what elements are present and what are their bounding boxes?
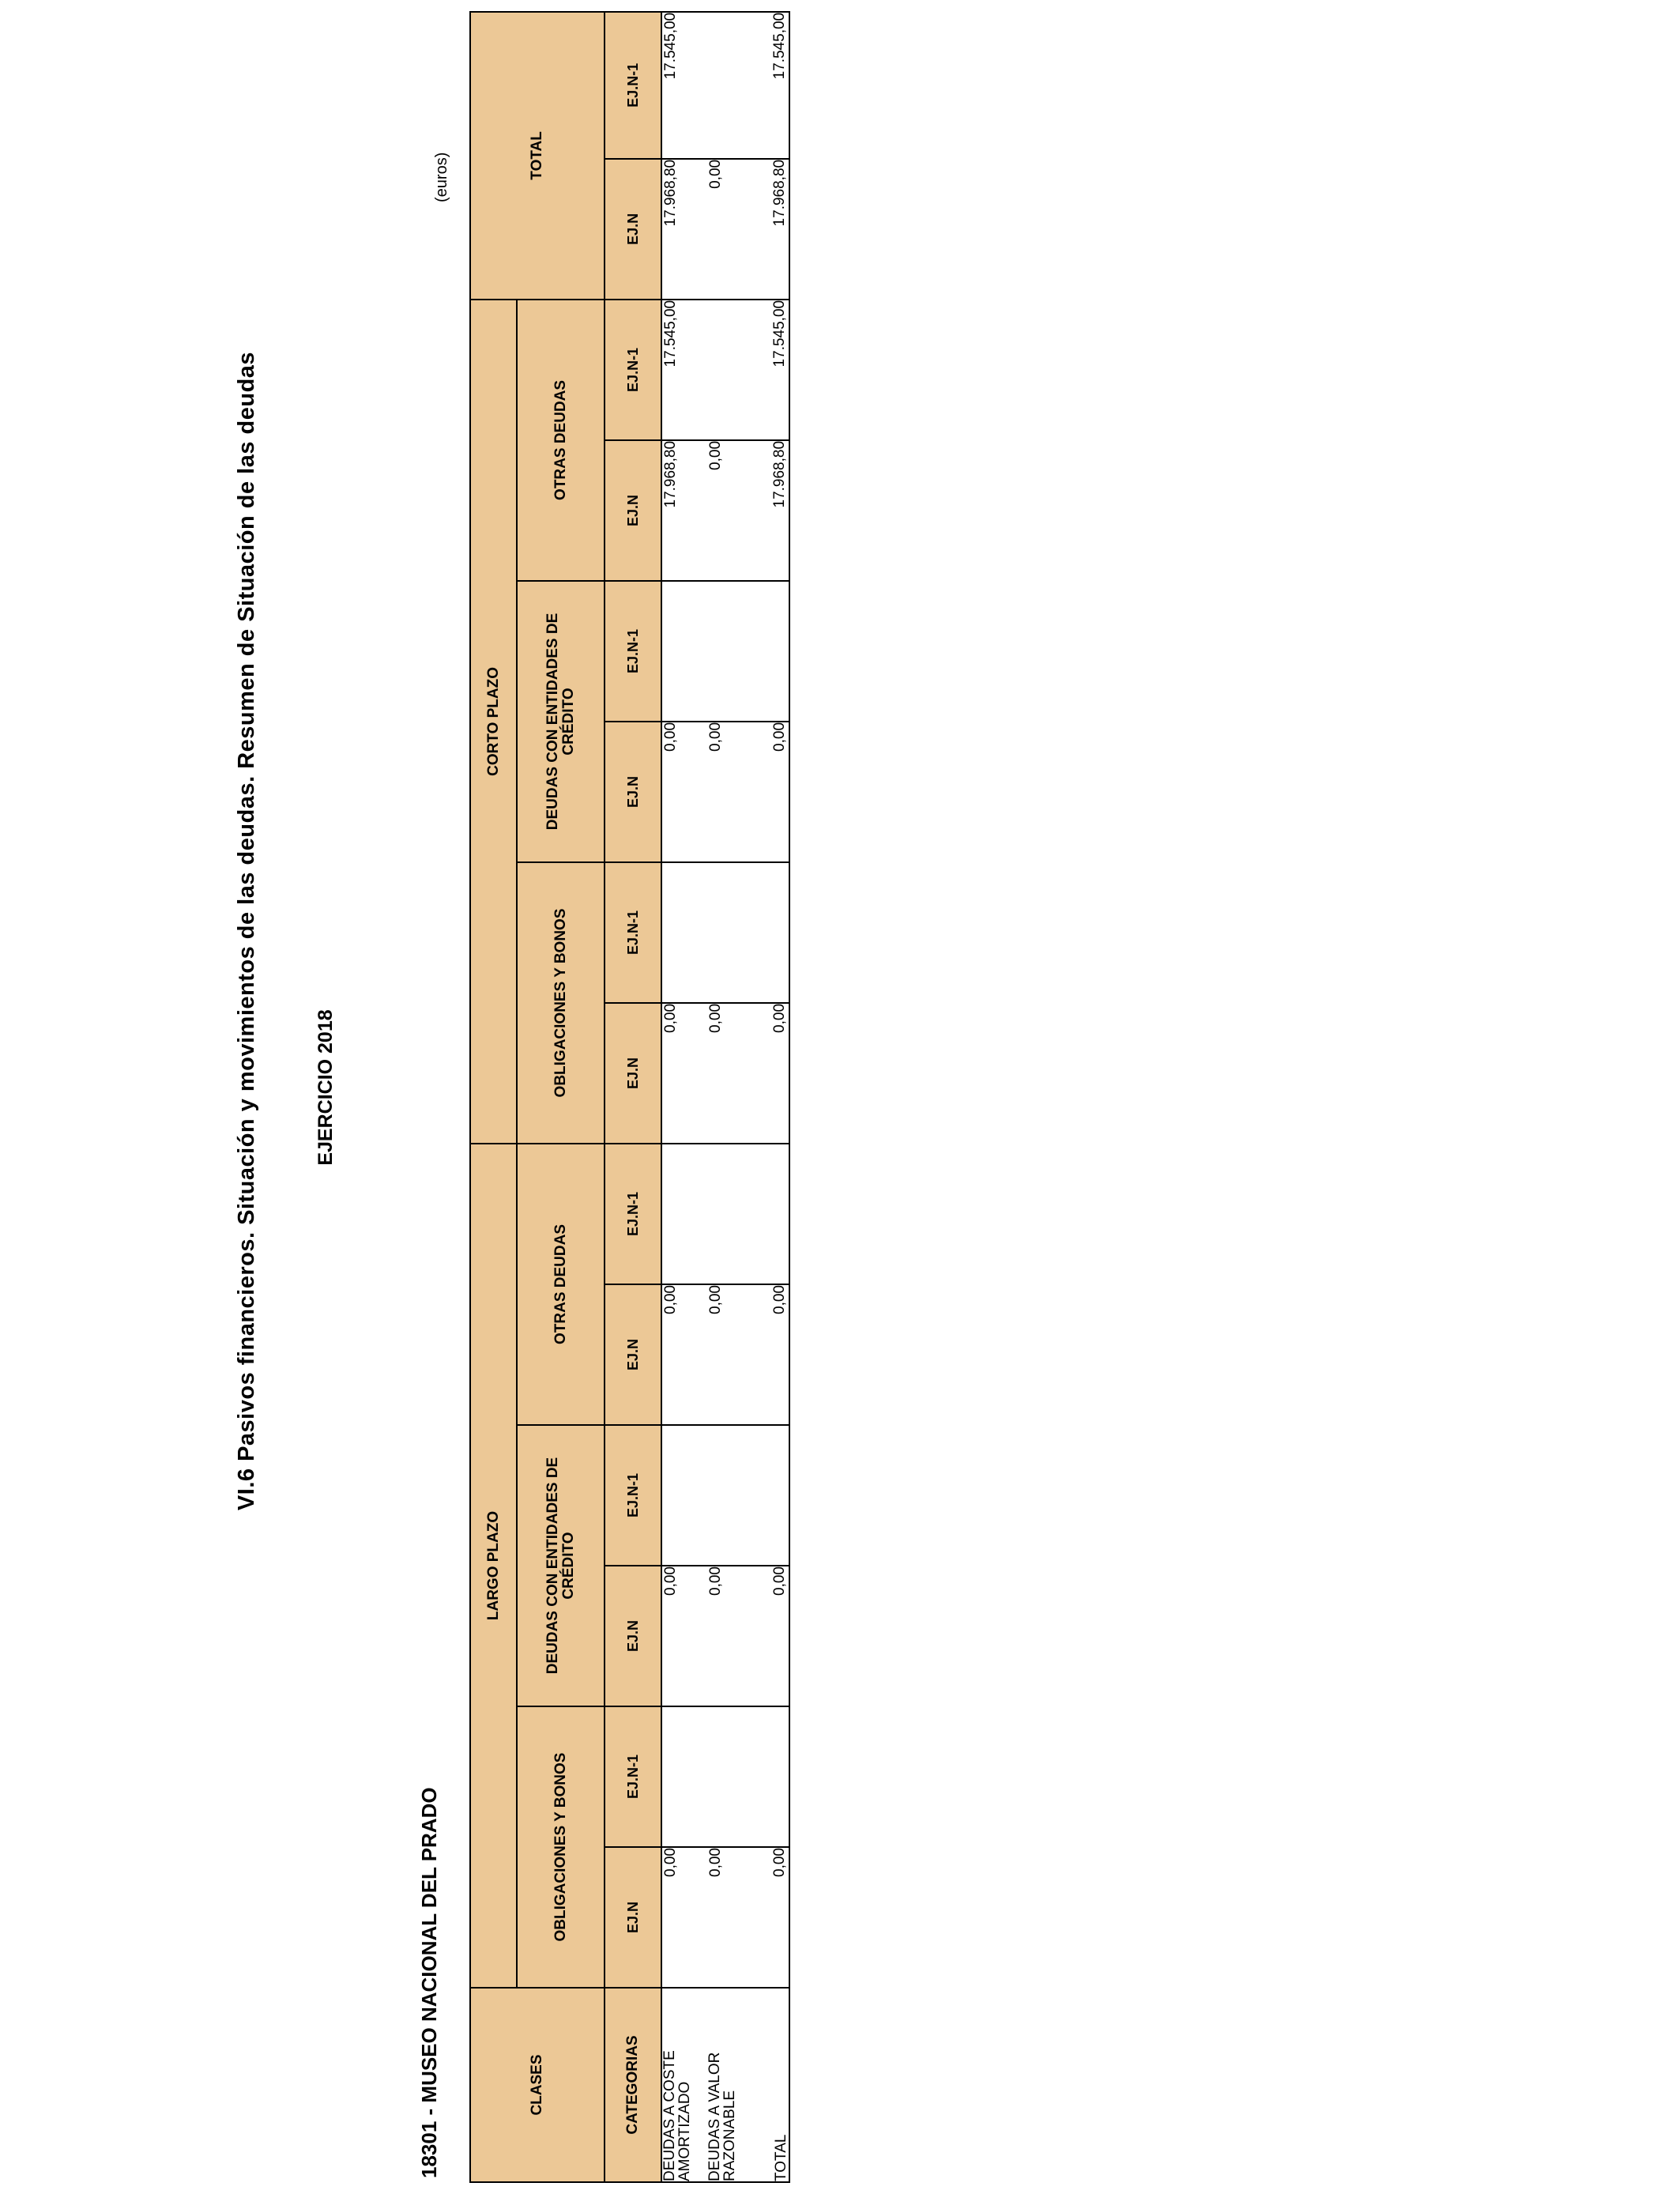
value-cell — [661, 1706, 707, 1847]
value-cell: 0,00 — [661, 1284, 707, 1425]
ej-header: EJ.N-1 — [605, 862, 661, 1003]
value-cell — [661, 862, 707, 1003]
ej-header: EJ.N-1 — [605, 1706, 661, 1847]
value-cell — [707, 300, 753, 440]
corto-obligaciones-header: OBLIGACIONES Y BONOS — [517, 862, 605, 1144]
table-row — [661, 12, 707, 2182]
value-cell — [661, 581, 707, 722]
category-cell: TOTAL — [753, 1988, 789, 2182]
ej-header: EJ.N — [605, 1566, 661, 1706]
currency-unit: (euros) — [433, 152, 450, 202]
ej-header: EJ.N-1 — [605, 1425, 661, 1566]
categorias-header: CATEGORIAS — [605, 1988, 661, 2182]
ej-header: EJ.N — [605, 1284, 661, 1425]
value-cell: 17.545,00 — [753, 300, 789, 440]
value-cell: 0,00 — [707, 440, 753, 581]
value-cell — [753, 581, 789, 722]
table-row-total — [753, 12, 789, 2182]
value-cell: 0,00 — [661, 1566, 707, 1706]
value-cell — [753, 1706, 789, 1847]
value-cell: 17.968,80 — [753, 159, 789, 300]
entity-name: 18301 - MUSEO NACIONAL DEL PRADO — [417, 1787, 441, 2178]
ej-header: EJ.N-1 — [605, 581, 661, 722]
value-cell — [753, 1144, 789, 1284]
value-cell — [707, 12, 753, 159]
table-row — [707, 12, 753, 2182]
value-cell — [707, 1144, 753, 1284]
largo-obligaciones-header: OBLIGACIONES Y BONOS — [517, 1706, 605, 1988]
corto-plazo-header: CORTO PLAZO — [470, 300, 517, 1144]
value-cell: 17.545,00 — [753, 12, 789, 159]
total-header: TOTAL — [470, 12, 605, 300]
largo-entidades-header: DEUDAS CON ENTIDADES DE CRÉDITO — [517, 1425, 605, 1706]
value-cell: 0,00 — [707, 1284, 753, 1425]
fiscal-year: EJERCICIO 2018 — [315, 1009, 337, 1166]
largo-otras-header: OTRAS DEUDAS — [517, 1144, 605, 1425]
value-cell — [707, 1706, 753, 1847]
value-cell: 0,00 — [753, 1566, 789, 1706]
value-cell: 0,00 — [753, 1003, 789, 1144]
category-cell: DEUDAS A VALOR RAZONABLE — [707, 1988, 753, 2182]
category-cell: DEUDAS A COSTE AMORTIZADO — [661, 1988, 707, 2182]
ej-header: EJ.N — [605, 722, 661, 862]
ej-header: EJ.N-1 — [605, 300, 661, 440]
value-cell: 0,00 — [753, 722, 789, 862]
ej-header: EJ.N — [605, 1847, 661, 1988]
value-cell — [707, 1425, 753, 1566]
value-cell — [707, 581, 753, 722]
value-cell: 0,00 — [707, 1003, 753, 1144]
value-cell: 0,00 — [753, 1847, 789, 1988]
value-cell: 0,00 — [707, 1847, 753, 1988]
ej-header: EJ.N-1 — [605, 1144, 661, 1284]
value-cell: 17.968,80 — [661, 440, 707, 581]
corto-entidades-header: DEUDAS CON ENTIDADES DE CRÉDITO — [517, 581, 605, 862]
debt-summary-table — [469, 11, 790, 2183]
value-cell: 17.545,00 — [661, 300, 707, 440]
value-cell: 0,00 — [707, 722, 753, 862]
ej-header: EJ.N — [605, 159, 661, 300]
ej-header: EJ.N — [605, 1003, 661, 1144]
value-cell — [661, 1425, 707, 1566]
clases-header: CLASES — [470, 1988, 605, 2182]
value-cell: 17.968,80 — [753, 440, 789, 581]
corto-otras-header: OTRAS DEUDAS — [517, 300, 605, 581]
value-cell — [753, 862, 789, 1003]
value-cell: 0,00 — [661, 1847, 707, 1988]
value-cell — [753, 1425, 789, 1566]
value-cell: 0,00 — [707, 1566, 753, 1706]
largo-plazo-header: LARGO PLAZO — [470, 1144, 517, 1988]
value-cell: 0,00 — [753, 1284, 789, 1425]
value-cell: 0,00 — [707, 159, 753, 300]
page-title: VI.6 Pasivos financieros. Situación y movimientos de las deudas. Resumen de Situación de las deudas — [234, 351, 259, 1511]
value-cell — [661, 1144, 707, 1284]
value-cell: 17.545,00 — [661, 12, 707, 159]
ej-header: EJ.N — [605, 440, 661, 581]
value-cell: 0,00 — [661, 1003, 707, 1144]
value-cell: 17.968,80 — [661, 159, 707, 300]
ej-header: EJ.N-1 — [605, 12, 661, 159]
value-cell — [707, 862, 753, 1003]
value-cell: 0,00 — [661, 722, 707, 862]
